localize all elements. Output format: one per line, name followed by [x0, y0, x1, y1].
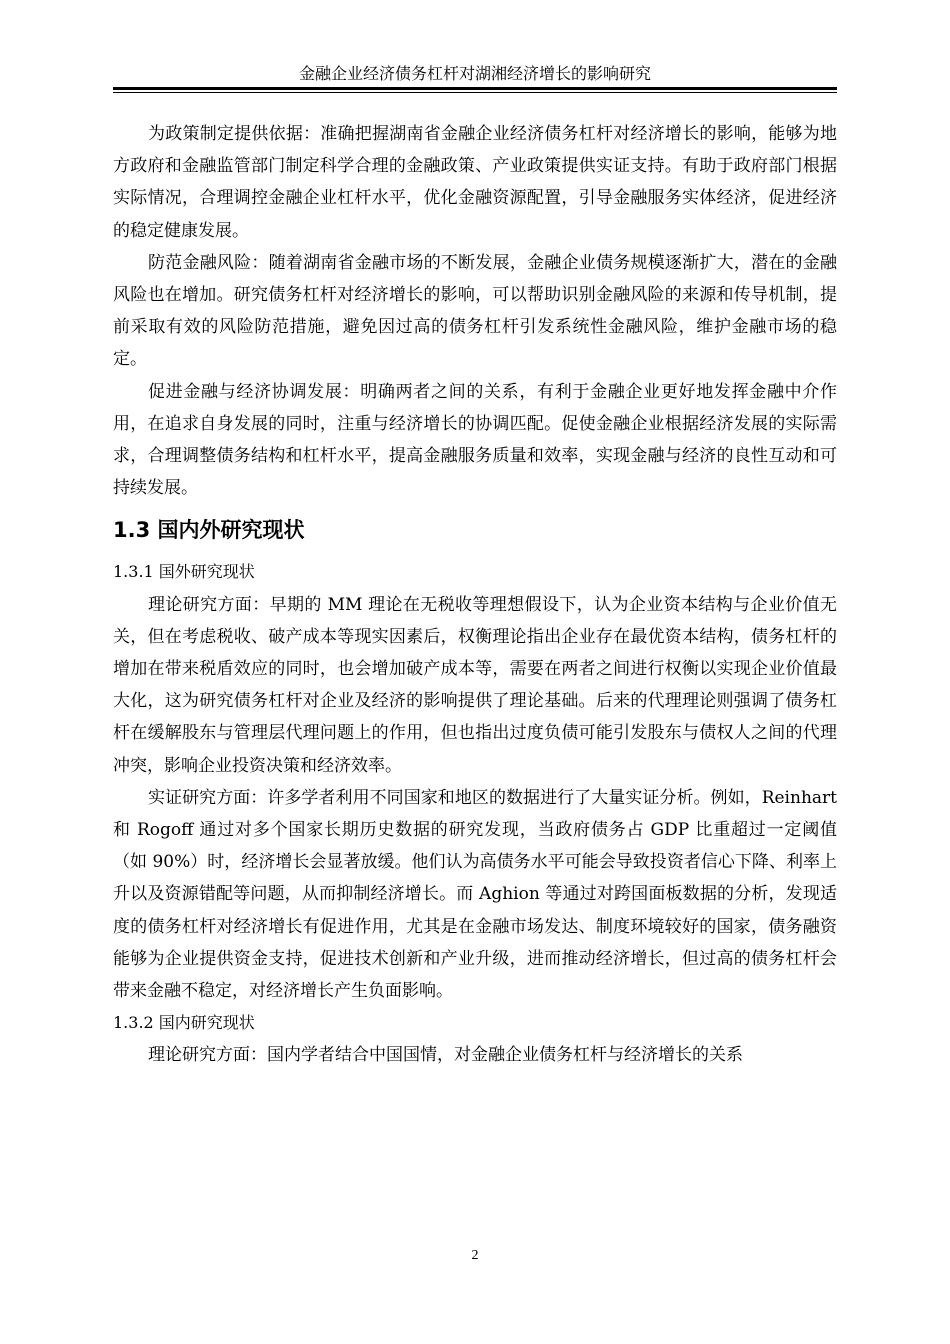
paragraph-foreign-empirical: 实证研究方面：许多学者利用不同国家和地区的数据进行了大量实证分析。例如，Reinhart 和 Rogoff 通过对多个国家长期历史数据的研究发现，当政府债务占 GDP 比重超过一定阈值（如 90%）时，经济增长会显著放缓。他们认为高债务水平可能会导致投资者信心下降、利率上升以及资源错配等问题，从而抑制经济增长。而 Aghion 等通过对跨国面板数据的分析，发现适度的债务杠杆对经济增长有促进作用，尤其是在金融市场发达、制度环境较好的国家，债务融资能够为企业提供资金支持，促进技术创新和产业升级，进而推动经济增长，但过高的债务杠杆会带来金融不稳定，对经济增长产生负面影响。 — [113, 787, 837, 1002]
running-header: 金融企业经济债务杠杆对湖湘经济增长的影响研究 — [298, 64, 651, 83]
subsection-heading-domestic: 1.3.2 国内研究现状 — [113, 1013, 255, 1033]
paragraph-risk-prevention: 防范金融风险：随着湖南省金融市场的不断发展，金融企业债务规模逐渐扩大，潜在的金融风险也在增加。研究债务杠杆对经济增长的影响，可以帮助识别金融风险的来源和传导机制，提前采取有效的风险防范措施，避免因过高的债务杠杆引发系统性金融风险，维护金融市场的稳定。 — [113, 252, 837, 370]
subsection-heading-foreign: 1.3.1 国外研究现状 — [113, 562, 255, 582]
paragraph-coordinated-development: 促进金融与经济协调发展：明确两者之间的关系，有利于金融企业更好地发挥金融中介作用，在追求自身发展的同时，注重与经济增长的协调匹配。促使金融企业根据经济发展的实际需求，合理调整债务结构和杠杆水平，提高金融服务质量和效率，实现金融与经济的良性互动和可持续发展。 — [113, 381, 837, 499]
header-rule-thick — [113, 87, 837, 90]
paragraph-foreign-theory: 理论研究方面：早期的 MM 理论在无税收等理想假设下，认为企业资本结构与企业价值无关，但在考虑税收、破产成本等现实因素后，权衡理论指出企业存在最优资本结构，债务杠杆的增加在带来税盾效应的同时，也会增加破产成本等，需要在两者之间进行权衡以实现企业价值最大化，这为研究债务杠杆对企业及经济的影响提供了理论基础。后来的代理理论则强调了债务杠杆在缓解股东与管理层代理问题上的作用，但也指出过度负债可能引发股东与债权人之间的代理冲突，影响企业投资决策和经济效率。 — [113, 594, 837, 776]
header-rule-thin — [113, 92, 837, 93]
page-number: 2 — [471, 1248, 479, 1263]
section-heading: 1.3 国内外研究现状 — [113, 518, 305, 543]
document-body — [113, 118, 837, 1072]
paragraph-policy-basis: 为政策制定提供依据：准确把握湖南省金融企业经济债务杠杆对经济增长的影响，能够为地方政府和金融监管部门制定科学合理的金融政策、产业政策提供实证支持。有助于政府部门根据实际情况，合理调控金融企业杠杆水平，优化金融资源配置，引导金融服务实体经济，促进经济的稳定健康发展。 — [113, 124, 837, 241]
paragraph-domestic-theory: 理论研究方面：国内学者结合中国国情，对金融企业债务杠杆与经济增长的关系 — [148, 1045, 743, 1066]
